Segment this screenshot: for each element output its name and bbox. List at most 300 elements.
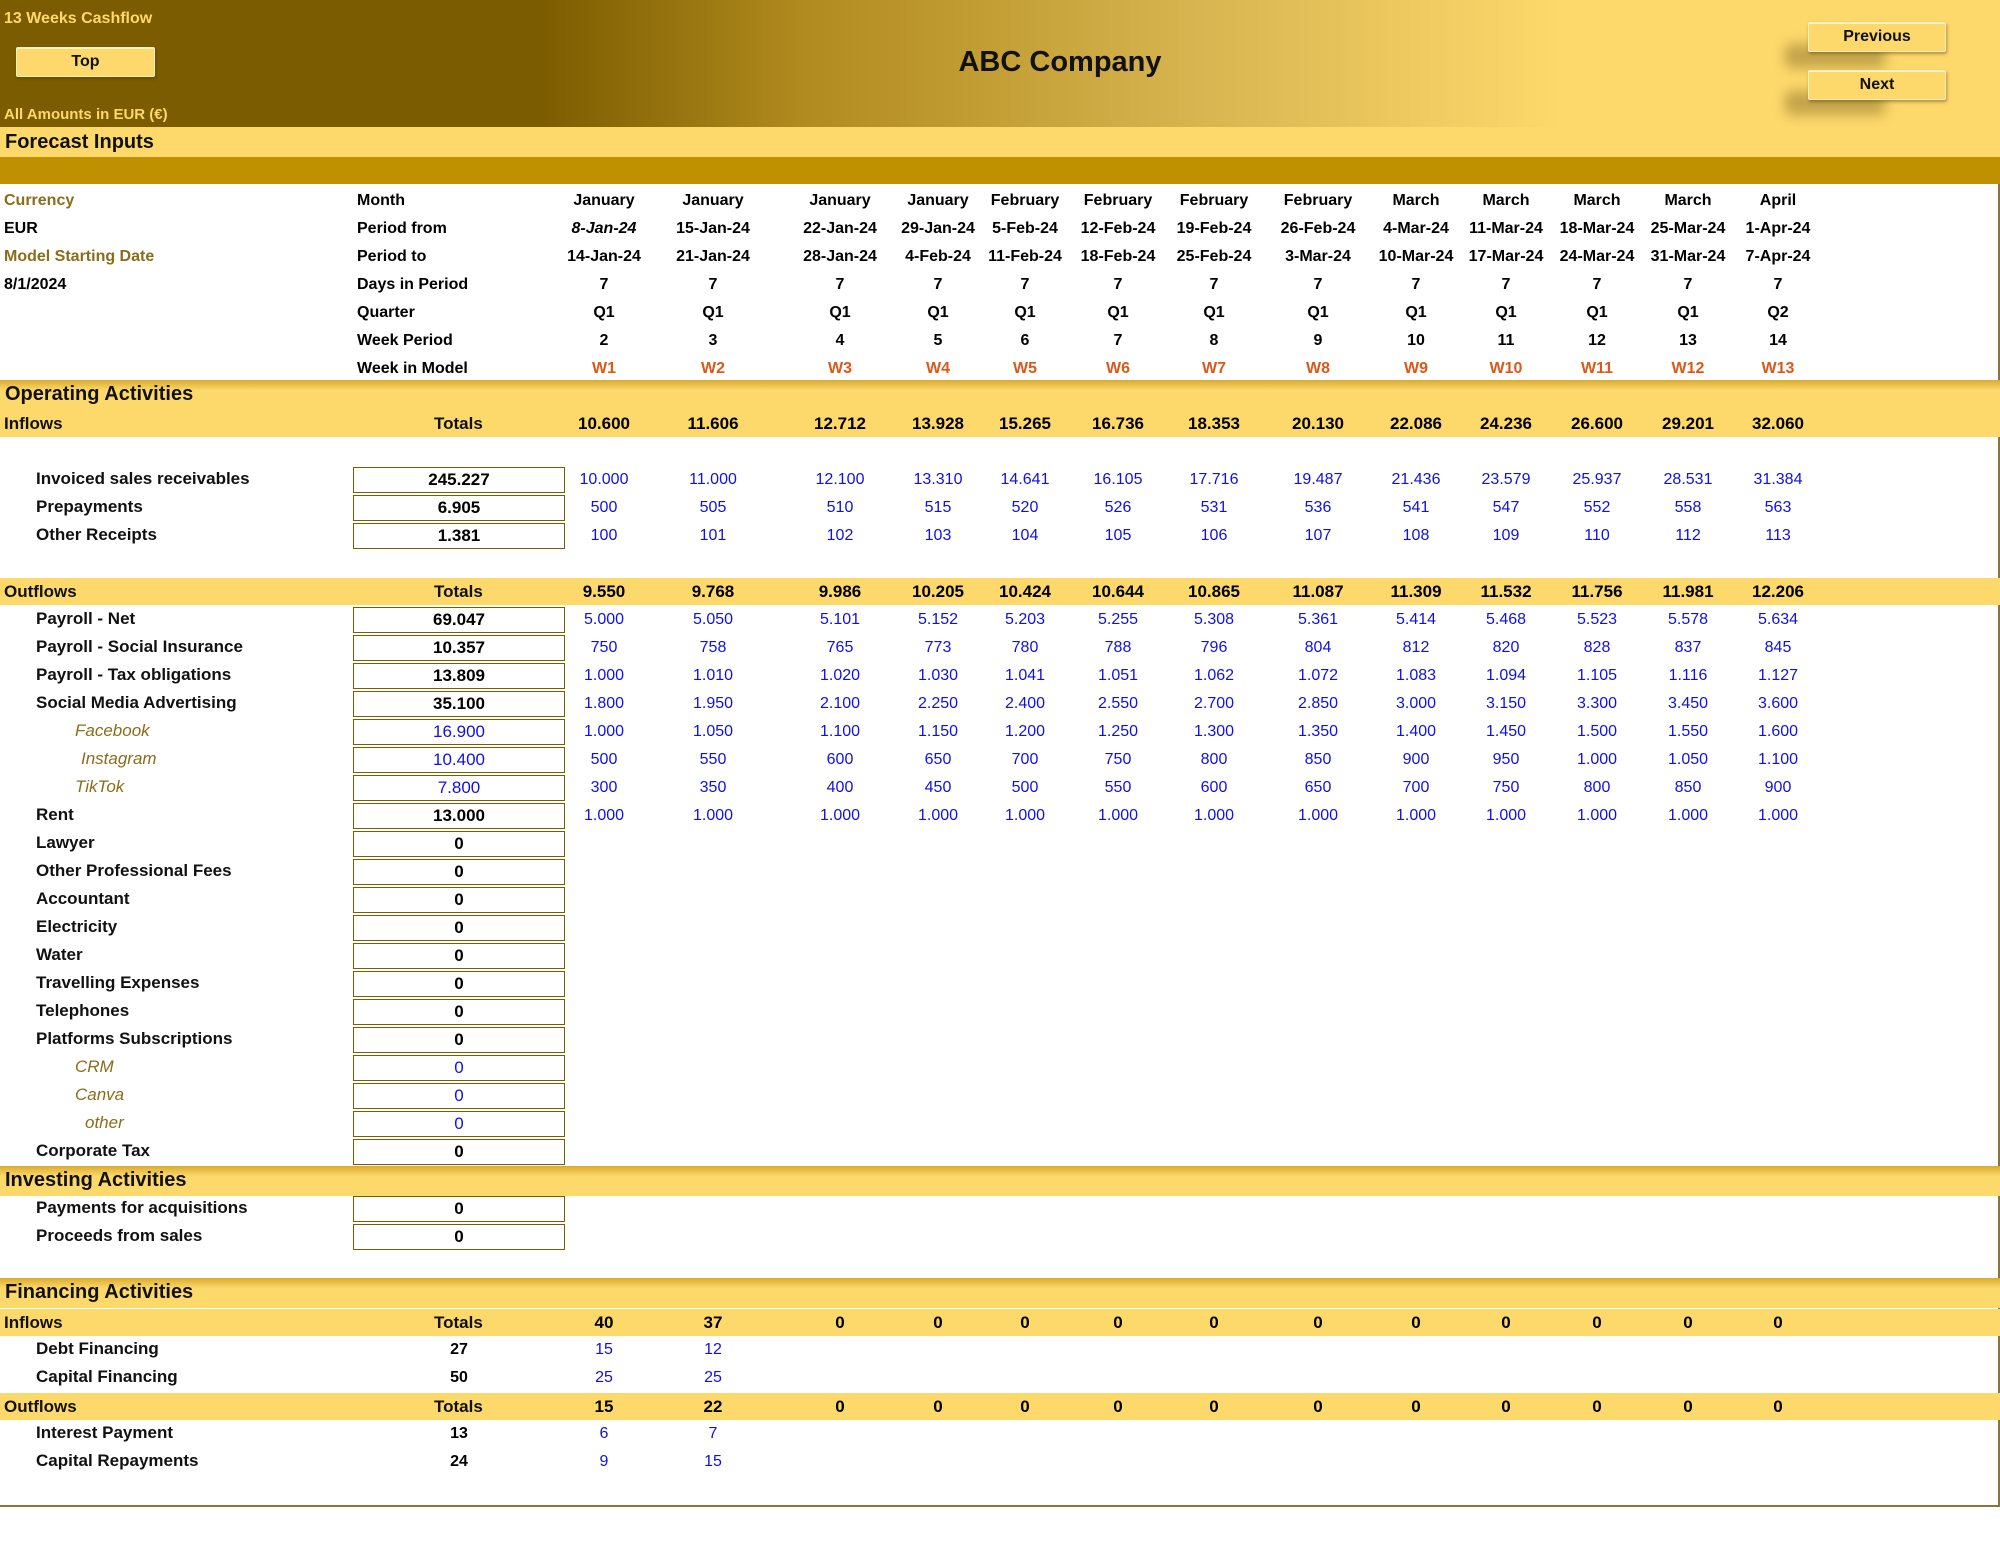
operating-outflow-row-value[interactable]: 1.051 [1097,667,1139,684]
operating-outflow-row-value[interactable]: 5.101 [819,611,861,628]
financing-inflow-total-cell: 0 [1683,1313,1693,1332]
operating-outflow-row-value[interactable]: 1.062 [1193,667,1235,684]
operating-outflow-row-label: TikTok [75,777,125,796]
operating-outflow-total-cell: 11.309 [1390,582,1442,601]
operating-inflow-total-cell: 13.928 [912,414,964,433]
operating-outflow-row-value[interactable]: 700 [1402,779,1430,796]
operating-inflow-row-value[interactable]: 113 [1765,527,1791,544]
operating-outflow-row-value[interactable]: 796 [1200,639,1228,656]
forecast-month-cell: January [682,192,744,209]
operating-outflow-row-value[interactable]: 820 [1492,639,1520,656]
financing-title: Financing Activities [5,1281,194,1303]
operating-outflow-total-cell: 10.205 [912,582,964,601]
operating-inflow-row-value[interactable]: 105 [1104,527,1132,544]
forecast-week-in-model-cell: W12 [1671,360,1705,377]
forecast-period-from-cell: 1-Apr-24 [1745,220,1811,237]
financing-inflows-totals-label: Totals [434,1313,483,1332]
forecast-period-from-cell: 18-Mar-24 [1559,220,1635,237]
financing-outflows-totals-label: Totals [434,1397,483,1416]
header-banner [0,0,2000,127]
forecast-period-to-cell: 3-Mar-24 [1285,248,1351,265]
operating-outflow-row-value[interactable]: 300 [590,779,618,796]
financing-band [0,1278,2000,1308]
forecast-quarter-cell: Q2 [1767,304,1789,321]
operating-outflow-row-value[interactable]: 1.550 [1667,723,1709,740]
operating-outflow-row-value[interactable]: 5.468 [1485,611,1527,628]
operating-outflow-row-value[interactable]: 812 [1402,639,1430,656]
operating-outflow-row-value[interactable]: 5.578 [1667,611,1709,628]
financing-inflows-label: Inflows [4,1313,63,1332]
operating-outflow-row-value[interactable]: 5.203 [1004,611,1046,628]
operating-outflow-row-value[interactable]: 1.000 [1757,807,1799,824]
operating-outflow-row-value[interactable]: 3.450 [1667,695,1709,712]
operating-outflow-row-value[interactable]: 1.400 [1395,723,1437,740]
operating-outflow-row-value[interactable]: 1.000 [917,807,959,824]
financing-outflow-total-cell: 0 [1313,1397,1323,1416]
operating-inflow-row-total[interactable]: 1.381 [353,523,565,549]
operating-outflow-row-value[interactable]: 1.800 [583,695,625,712]
operating-outflow-row-total[interactable]: 0 [353,831,565,857]
investing-title: Investing Activities [5,1169,187,1191]
operating-outflow-row-value[interactable]: 3.300 [1576,695,1618,712]
operating-outflow-row-value[interactable]: 600 [1200,779,1228,796]
sheet-title: 13 Weeks Cashflow [4,10,153,27]
operating-outflow-row-total[interactable]: 10.400 [353,747,565,773]
operating-outflow-row-total[interactable]: 0 [353,943,565,969]
operating-inflow-row-value[interactable]: 112 [1675,527,1701,544]
operating-outflow-row-value[interactable]: 1.083 [1395,667,1437,684]
operating-outflow-row-value[interactable]: 780 [1011,639,1039,656]
forecast-days-in-period-cell: 7 [1020,276,1030,293]
operating-outflow-row-value[interactable]: 2.250 [917,695,959,712]
forecast-quarter-cell: Q1 [1014,304,1036,321]
forecast-period-from-cell: 25-Mar-24 [1650,220,1726,237]
operating-outflow-total-cell: 11.981 [1662,582,1714,601]
operating-inflow-row-value[interactable]: 558 [1674,499,1702,516]
forecast-period-from-cell: 19-Feb-24 [1176,220,1252,237]
operating-outflow-row-total[interactable]: 0 [353,1139,565,1165]
operating-inflow-row-value[interactable]: 11.000 [689,471,737,488]
financing-inflow-total-cell: 0 [1113,1313,1123,1332]
operating-outflow-row-value[interactable]: 350 [699,779,727,796]
forecast-quarter-cell: Q1 [1495,304,1517,321]
operating-inflow-row-value[interactable]: 23.579 [1481,471,1531,488]
forecast-week-in-model-cell: W1 [592,360,616,377]
operating-outflow-row-value[interactable]: 1.600 [1757,723,1799,740]
operating-inflow-row-label: Prepayments [36,497,143,516]
operating-outflow-row-value[interactable]: 800 [1583,779,1611,796]
operating-outflow-row-value[interactable]: 900 [1764,779,1792,796]
operating-inflow-row-value[interactable]: 510 [826,499,854,516]
forecast-quarter-cell: Q1 [702,304,724,321]
operating-outflow-row-value[interactable]: 1.050 [1667,751,1709,768]
forecast-period-from-cell: 15-Jan-24 [676,220,750,237]
forecast-period-from-cell: 5-Feb-24 [992,220,1058,237]
operating-outflow-row-label: Social Media Advertising [36,693,237,712]
forecast-week-period-cell: 4 [835,332,845,349]
operating-inflow-row-value[interactable]: 505 [699,499,727,516]
operating-outflow-row-total[interactable]: 0 [353,971,565,997]
forecast-month-cell: January [907,192,969,209]
operating-outflow-row-value[interactable]: 5.361 [1297,611,1339,628]
forecast-week-period-cell: 5 [933,332,943,349]
operating-outflow-row-value[interactable]: 850 [1674,779,1702,796]
forecast-days-in-period-cell: 7 [599,276,609,293]
operating-outflow-row-value[interactable]: 900 [1402,751,1430,768]
operating-outflow-row-value[interactable]: 500 [590,751,618,768]
next-button[interactable]: Next [1808,70,1946,100]
operating-outflow-row-total[interactable]: 35.100 [353,691,565,717]
operating-outflow-row-value[interactable]: 1.127 [1757,667,1799,684]
forecast-month-cell: January [573,192,635,209]
operating-outflow-row-label: Corporate Tax [36,1141,150,1160]
operating-outflow-row-total[interactable]: 0 [353,1027,565,1053]
operating-inflow-row-value[interactable]: 21.436 [1391,471,1441,488]
operating-outflow-row-total[interactable]: 0 [353,999,565,1025]
operating-inflow-row-value[interactable]: 526 [1104,499,1132,516]
operating-inflow-row-value[interactable]: 106 [1200,527,1228,544]
forecast-period-from-cell: 29-Jan-24 [901,220,975,237]
operating-outflow-row-value[interactable]: 3.000 [1395,695,1437,712]
operating-outflow-row-value[interactable]: 1.950 [692,695,734,712]
operating-outflow-row-value[interactable]: 950 [1492,751,1520,768]
operating-inflow-row-total[interactable]: 245.227 [353,467,565,493]
operating-outflow-row-value[interactable]: 650 [924,751,952,768]
operating-outflow-row-total[interactable]: 7.800 [353,775,565,801]
operating-inflow-row-value[interactable]: 17.716 [1189,471,1239,488]
operating-outflow-row-value[interactable]: 500 [1011,779,1039,796]
operating-outflow-row-label: Instagram [81,749,157,768]
operating-inflow-total-cell: 16.736 [1092,414,1144,433]
operating-outflow-total-cell: 11.756 [1571,582,1623,601]
financing-outflow-row-value[interactable]: 15 [704,1453,722,1470]
operating-outflow-row-value[interactable]: 750 [1104,751,1132,768]
operating-inflow-row-value[interactable]: 14.641 [1000,471,1050,488]
operating-outflow-row-value[interactable]: 550 [699,751,727,768]
forecast-inputs-band [0,127,2000,157]
operating-outflow-row-value[interactable]: 850 [1304,751,1332,768]
currency-label: Currency [4,192,75,209]
forecast-week-in-model-cell: W3 [828,360,852,377]
operating-outflow-row-value[interactable]: 2.400 [1004,695,1046,712]
operating-inflow-row-value[interactable]: 531 [1200,499,1228,516]
forecast-quarter-cell: Q1 [1405,304,1427,321]
forecast-month-cell: February [1283,192,1353,209]
operating-inflow-row-value[interactable]: 107 [1304,527,1332,544]
operating-outflow-row-total[interactable]: 0 [353,887,565,913]
operating-outflow-row-value[interactable]: 1.000 [583,667,625,684]
operating-outflow-row-value[interactable]: 1.020 [819,667,861,684]
operating-outflow-row-value[interactable]: 450 [924,779,952,796]
operating-outflow-row-total[interactable]: 0 [353,915,565,941]
operating-outflow-row-label: Payroll - Tax obligations [36,665,232,684]
operating-outflow-row-value[interactable]: 804 [1304,639,1332,656]
forecast-row-label-month: Month [357,192,405,209]
forecast-quarter-cell: Q1 [1586,304,1608,321]
operating-outflow-row-value[interactable]: 837 [1674,639,1702,656]
financing-outflow-total-cell: 0 [933,1397,943,1416]
operating-outflow-row-value[interactable]: 1.116 [1668,667,1708,684]
operating-inflow-row-value[interactable]: 108 [1402,527,1430,544]
operating-inflow-row-value[interactable]: 104 [1011,527,1039,544]
operating-outflow-row-total[interactable]: 13.809 [353,663,565,689]
forecast-period-to-cell: 4-Feb-24 [905,248,971,265]
operating-outflow-row-value[interactable]: 1.250 [1097,723,1139,740]
operating-inflow-row-label: Other Receipts [36,525,157,544]
operating-outflow-row-total[interactable]: 0 [353,1111,565,1137]
operating-outflow-row-value[interactable]: 5.308 [1193,611,1235,628]
forecast-week-period-cell: 11 [1497,332,1515,349]
financing-inflow-total-cell: 0 [835,1313,845,1332]
financing-inflow-row-value[interactable]: 12 [704,1341,722,1358]
forecast-week-in-model-cell: W10 [1489,360,1523,377]
operating-outflow-row-value[interactable]: 750 [590,639,618,656]
operating-inflow-row-value[interactable]: 520 [1011,499,1039,516]
operating-outflow-row-value[interactable]: 788 [1104,639,1132,656]
operating-outflow-row-value[interactable]: 2.700 [1193,695,1235,712]
operating-outflow-row-value[interactable]: 1.000 [1395,807,1437,824]
financing-inflow-row-label: Capital Financing [36,1367,178,1386]
operating-outflow-row-value[interactable]: 1.000 [1667,807,1709,824]
forecast-period-from-cell: 4-Mar-24 [1383,220,1449,237]
operating-inflow-row-label: Invoiced sales receivables [36,469,250,488]
forecast-period-to-cell: 18-Feb-24 [1080,248,1156,265]
operating-outflow-row-value[interactable]: 1.000 [1297,807,1339,824]
operating-outflow-row-value[interactable]: 550 [1104,779,1132,796]
operating-outflow-row-value[interactable]: 3.600 [1757,695,1799,712]
forecast-period-from-cell: 22-Jan-24 [803,220,877,237]
operating-inflow-total-cell: 20.130 [1292,414,1344,433]
company-title: ABC Company [958,46,1162,78]
forecast-week-period-cell: 12 [1588,332,1606,349]
forecast-period-from-cell: 26-Feb-24 [1280,220,1356,237]
forecast-days-in-period-cell: 7 [835,276,845,293]
forecast-week-in-model-cell: W7 [1202,360,1226,377]
model-start-label: Model Starting Date [4,248,155,265]
previous-button[interactable]: Previous [1808,22,1946,52]
financing-inflow-total-cell: 0 [1313,1313,1323,1332]
operating-outflow-row-value[interactable]: 1.000 [1193,807,1235,824]
operating-inflow-row-value[interactable]: 536 [1304,499,1332,516]
forecast-month-cell: February [1179,192,1249,209]
operating-inflow-row-value[interactable]: 110 [1584,527,1610,544]
operating-outflow-row-value[interactable]: 1.050 [692,723,734,740]
operating-inflow-row-value[interactable]: 109 [1492,527,1520,544]
operating-inflow-row-value[interactable]: 500 [590,499,618,516]
forecast-week-period-cell: 10 [1407,332,1425,349]
forecast-week-period-cell: 7 [1113,332,1123,349]
operating-inflow-row-value[interactable]: 13.310 [913,471,963,488]
operating-inflow-row-value[interactable]: 10.000 [579,471,629,488]
operating-outflow-row-value[interactable]: 2.100 [819,695,861,712]
operating-outflow-row-label: Payroll - Net [36,609,136,628]
operating-outflow-row-label: CRM [75,1057,114,1076]
forecast-week-period-cell: 6 [1020,332,1030,349]
operating-outflow-row-value[interactable]: 1.450 [1485,723,1527,740]
operating-outflow-row-label: Rent [36,805,74,824]
operating-outflow-row-label: Water [36,945,83,964]
operating-outflow-row-value[interactable]: 1.000 [1004,807,1046,824]
operating-outflow-row-value[interactable]: 773 [924,639,952,656]
investing-row-total[interactable]: 0 [353,1196,565,1222]
operating-outflow-row-value[interactable]: 2.850 [1297,695,1339,712]
operating-outflow-row-value[interactable]: 1.350 [1297,723,1339,740]
investing-row-total[interactable]: 0 [353,1224,565,1250]
operating-inflow-total-cell: 22.086 [1390,414,1442,433]
forecast-days-in-period-cell: 7 [1501,276,1511,293]
operating-inflow-total-cell: 26.600 [1571,414,1623,433]
operating-outflow-row-value[interactable]: 5.255 [1097,611,1139,628]
operating-inflows-totals-label: Totals [434,414,483,433]
operating-outflow-total-cell: 9.550 [582,582,626,601]
operating-outflow-row-value[interactable]: 1.000 [692,807,734,824]
operating-inflow-row-value[interactable]: 101 [699,527,727,544]
operating-outflow-row-value[interactable]: 1.041 [1004,667,1046,684]
operating-outflow-row-value[interactable]: 758 [699,639,727,656]
operating-outflow-row-value[interactable]: 5.634 [1757,611,1799,628]
operating-outflow-row-value[interactable]: 1.000 [583,807,625,824]
financing-outflow-row-value[interactable]: 7 [708,1425,718,1442]
forecast-week-in-model-cell: W5 [1013,360,1037,377]
operating-inflow-row-value[interactable]: 552 [1583,499,1611,516]
investing-band [0,1166,2000,1196]
financing-inflow-row-value[interactable]: 15 [595,1341,613,1358]
operating-inflow-total-cell: 12.712 [814,414,866,433]
operating-inflow-row-value[interactable]: 16.105 [1093,471,1143,488]
operating-outflow-row-value[interactable]: 650 [1304,779,1332,796]
financing-inflow-row-value[interactable]: 25 [704,1369,722,1386]
forecast-period-from-cell: 11-Mar-24 [1469,220,1543,237]
operating-inflow-row-value[interactable]: 547 [1492,499,1520,516]
operating-inflow-row-value[interactable]: 100 [590,527,618,544]
operating-outflow-row-value[interactable]: 1.105 [1576,667,1618,684]
operating-inflow-row-value[interactable]: 515 [924,499,952,516]
forecast-quarter-cell: Q1 [1203,304,1225,321]
financing-outflow-total-cell: 0 [835,1397,845,1416]
financing-outflow-total-cell: 0 [1209,1397,1219,1416]
financing-outflow-total-cell: 0 [1411,1397,1421,1416]
operating-outflow-row-value[interactable]: 3.150 [1485,695,1527,712]
operating-outflow-row-value[interactable]: 1.150 [917,723,959,740]
operating-outflow-row-value[interactable]: 2.550 [1097,695,1139,712]
operating-inflow-row-value[interactable]: 19.487 [1293,471,1343,488]
operating-inflow-row-value[interactable]: 541 [1402,499,1430,516]
operating-outflow-row-value[interactable]: 1.072 [1297,667,1339,684]
top-button[interactable]: Top [16,47,155,77]
financing-inflow-row-label: Debt Financing [36,1339,159,1358]
operating-outflow-row-value[interactable]: 5.000 [583,611,625,628]
forecast-week-in-model-cell: W6 [1106,360,1130,377]
forecast-days-in-period-cell: 7 [1209,276,1219,293]
operating-inflow-row-value[interactable]: 12.100 [815,471,865,488]
operating-outflow-row-value[interactable]: 1.300 [1193,723,1235,740]
operating-outflows-totals-label: Totals [434,582,483,601]
operating-outflow-row-value[interactable]: 1.030 [917,667,959,684]
financing-outflow-total-cell: 0 [1113,1397,1123,1416]
forecast-row-label-week-period: Week Period [357,332,453,349]
forecast-period-from-cell: 8-Jan-24 [571,220,637,237]
forecast-period-to-cell: 10-Mar-24 [1378,248,1454,265]
operating-outflow-row-value[interactable]: 1.500 [1576,723,1618,740]
operating-inflow-total-cell: 15.265 [999,414,1051,433]
forecast-days-in-period-cell: 7 [1592,276,1602,293]
financing-inflow-total-cell: 0 [1501,1313,1511,1332]
operating-outflow-row-value[interactable]: 1.000 [1485,807,1527,824]
operating-outflow-row-value[interactable]: 1.000 [1576,751,1618,768]
currency-value[interactable]: EUR [4,220,38,237]
operating-outflow-row-value[interactable]: 1.010 [692,667,734,684]
operating-outflow-row-value[interactable]: 700 [1011,751,1039,768]
forecast-month-cell: February [1083,192,1153,209]
forecast-period-to-cell: 25-Feb-24 [1176,248,1252,265]
operating-outflow-row-label: Travelling Expenses [36,973,200,992]
forecast-period-from-cell: 12-Feb-24 [1080,220,1156,237]
operating-outflow-row-total[interactable]: 0 [353,859,565,885]
operating-outflow-row-value[interactable]: 845 [1764,639,1792,656]
operating-outflow-total-cell: 11.532 [1480,582,1532,601]
operating-outflow-row-value[interactable]: 765 [826,639,854,656]
operating-outflow-row-value[interactable]: 1.000 [819,807,861,824]
operating-outflow-row-value[interactable]: 1.100 [1757,751,1799,768]
operating-outflow-row-value[interactable]: 1.200 [1004,723,1046,740]
operating-outflow-row-value[interactable]: 600 [826,751,854,768]
operating-inflow-row-value[interactable]: 563 [1764,499,1792,516]
forecast-quarter-cell: Q1 [1677,304,1699,321]
operating-outflow-row-total[interactable]: 69.047 [353,607,565,633]
operating-inflow-row-value[interactable]: 31.384 [1753,471,1803,488]
operating-inflow-total-cell: 29.201 [1662,414,1714,433]
operating-outflow-row-value[interactable]: 5.414 [1395,611,1437,628]
operating-outflow-row-total[interactable]: 16.900 [353,719,565,745]
operating-outflow-row-value[interactable]: 1.000 [1576,807,1618,824]
forecast-month-cell: March [1573,192,1621,209]
operating-outflow-row-value[interactable]: 800 [1200,751,1228,768]
operating-outflow-row-label: Facebook [75,721,150,740]
financing-inflow-row-total: 27 [450,1341,468,1358]
forecast-period-to-cell: 14-Jan-24 [567,248,641,265]
operating-outflow-row-total[interactable]: 13.000 [353,803,565,829]
operating-outflow-row-value[interactable]: 5.050 [692,611,734,628]
operating-outflow-row-total[interactable]: 10.357 [353,635,565,661]
model-start-value[interactable]: 8/1/2024 [4,276,67,293]
financing-inflow-row-value[interactable]: 25 [595,1369,613,1386]
operating-inflow-row-value[interactable]: 103 [924,527,952,544]
operating-inflow-row-value[interactable]: 102 [826,527,854,544]
financing-outflow-row-value[interactable]: 9 [599,1453,609,1470]
forecast-period-to-cell: 31-Mar-24 [1650,248,1726,265]
operating-outflow-total-cell: 10.644 [1092,582,1144,601]
operating-outflow-row-value[interactable]: 5.152 [917,611,959,628]
operating-outflow-row-value[interactable]: 1.094 [1485,667,1527,684]
operating-outflow-row-value[interactable]: 828 [1583,639,1611,656]
operating-inflow-row-value[interactable]: 28.531 [1663,471,1713,488]
operating-outflow-row-value[interactable]: 1.000 [1097,807,1139,824]
operating-inflow-row-total[interactable]: 6.905 [353,495,565,521]
operating-outflow-row-total[interactable]: 0 [353,1083,565,1109]
operating-outflow-row-value[interactable]: 400 [826,779,854,796]
forecast-period-to-cell: 24-Mar-24 [1559,248,1635,265]
operating-outflow-total-cell: 11.087 [1292,582,1344,601]
operating-outflow-row-value[interactable]: 1.100 [819,723,861,740]
operating-inflow-total-cell: 10.600 [578,414,630,433]
operating-inflow-row-value[interactable]: 25.937 [1572,471,1622,488]
operating-outflow-row-value[interactable]: 1.000 [583,723,625,740]
operating-outflow-row-total[interactable]: 0 [353,1055,565,1081]
financing-outflow-row-value[interactable]: 6 [599,1425,609,1442]
forecast-week-period-cell: 8 [1209,332,1219,349]
operating-outflow-row-value[interactable]: 5.523 [1576,611,1618,628]
operating-outflow-row-value[interactable]: 750 [1492,779,1520,796]
